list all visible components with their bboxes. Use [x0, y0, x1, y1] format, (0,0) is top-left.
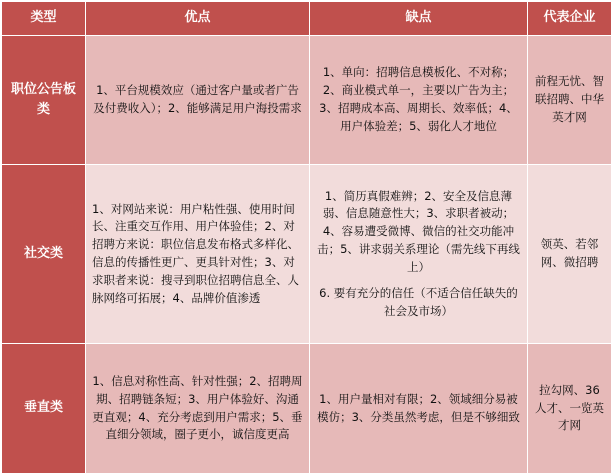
row-disadvantages-cell [310, 165, 528, 344]
table-row [2, 36, 612, 165]
header-representatives: 代表企业 [528, 2, 612, 36]
row-type: 社交类 [2, 165, 86, 344]
row-disadvantages-note: 6. 要有充分的信任（不适合信任缺失的社会及市场） [319, 285, 518, 318]
header-row [2, 2, 612, 36]
row-disadvantages: 1、用户量相对有限；2、领域细分易被模仿；3、分类虽然考虑，但是不够细致 [310, 344, 528, 474]
header-advantages: 优点 [86, 2, 310, 36]
row-advantages: 1、平台规模效应（通过客户量或者广告及付费收入）；2、能够满足用户海投需求 [86, 36, 310, 165]
comparison-table [1, 1, 612, 474]
row-representatives: 前程无忧、智联招聘、中华英才网 [528, 36, 612, 165]
row-disadvantages: 1、单向：招聘信息模板化、不对称；2、商业模式单一，主要以广告为主；3、招聘成本高、周期长、效率低；4、用户体验差；5、弱化人才地位 [310, 36, 528, 165]
row-advantages: 1、对网站来说：用户粘性强、使用时间长、注重交互作用、用户体验佳；2、对招聘方来说：职位信息发布格式多样化、信息的传播性更广、更具针对性；3、对求职者来说：搜寻到职位招聘信息全、人脉网络可拓展；4、品牌价值渗透 [86, 165, 310, 344]
row-type: 职位公告板类 [2, 36, 86, 165]
table-row [2, 344, 612, 474]
row-type: 垂直类 [2, 344, 86, 474]
row-disadvantages: 1、简历真假难辨；2、安全及信息薄弱、信息随意性大；3、求职者被动；4、容易遭受微博、微信的社交功能冲击；5、讲求弱关系理论（需先线下再线上） [317, 188, 520, 274]
row-representatives: 领英、若邻网、微招聘 [528, 165, 612, 344]
header-disadvantages: 缺点 [310, 2, 528, 36]
row-representatives: 拉勾网、36人才、一览英才网 [528, 344, 612, 474]
header-type: 类型 [2, 2, 86, 36]
table-row [2, 165, 612, 344]
row-advantages: 1、信息对称性高、针对性强；2、招聘周期、招聘链条短；3、用户体验好、沟通更直观；4、充分考虑到用户需求；5、垂直细分领域，圈子更小，诚信度更高 [86, 344, 310, 474]
